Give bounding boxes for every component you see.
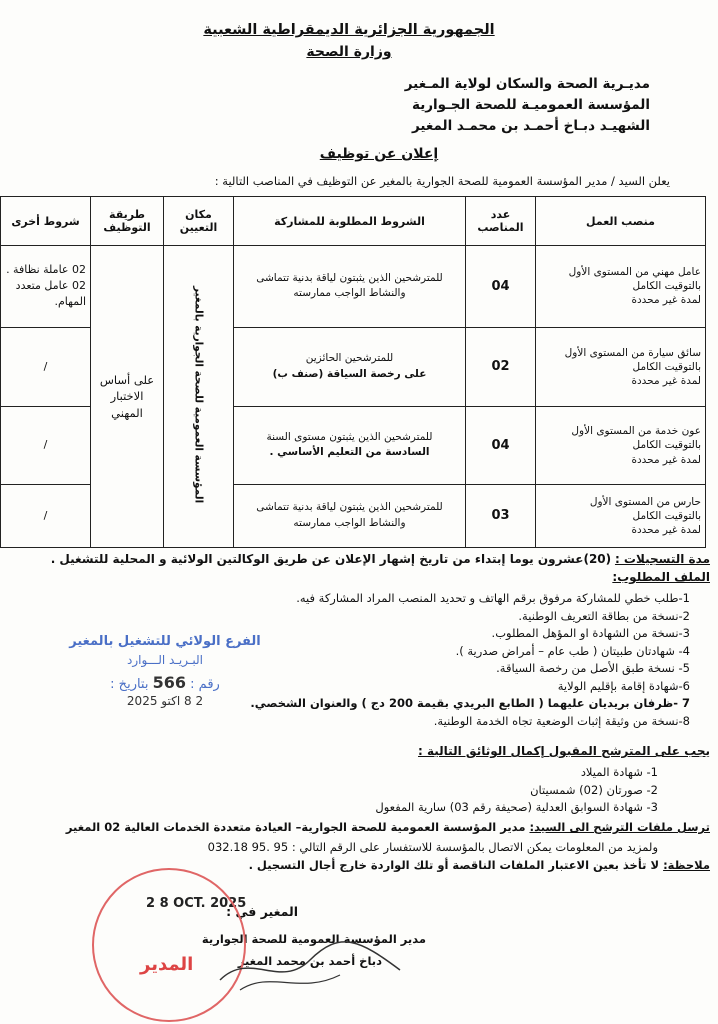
header-place: مكان التعيين bbox=[164, 197, 234, 246]
stamp-agency-name: الفرع الولائي للتشغيل بالمغير bbox=[69, 634, 261, 649]
send-address: مدير المؤسسة العمومية للصحة الجوارية– العيادة متعددة الخدمات العالية 02 المغير bbox=[65, 820, 526, 834]
date-stamp: 2 8 OCT. 2025 bbox=[146, 896, 247, 911]
stamp-date: 2 8 اكتو 2025 bbox=[126, 694, 204, 708]
director-title: المدير bbox=[140, 954, 194, 975]
list-item: 1- شهادة الميلاد bbox=[580, 765, 658, 779]
note-label: ملاحظة: bbox=[663, 858, 710, 872]
file-label: الملف المطلوب: bbox=[612, 570, 710, 584]
list-item: 2-نسخة من بطاقة التعريف الوطنية. bbox=[518, 608, 690, 623]
place-cell bbox=[164, 246, 234, 548]
count-cell: 03 bbox=[466, 484, 536, 547]
stamp-incoming-mail: البـريـد الـــوارد bbox=[127, 653, 203, 667]
info-text: ولمزيد من المعلومات يمكن الاتصال بالمؤسسة للاستفسار على الرقم التالي : bbox=[291, 840, 658, 854]
director-stamp-line2: دباخ أحمد بن محمد المغير bbox=[237, 954, 382, 968]
header-method: طريقة التوظيف bbox=[91, 197, 164, 246]
conditions-cell: للمترشحين الحائزين على رخصة السياقة (صنف ب) bbox=[234, 327, 466, 407]
header-post: منصب العمل bbox=[536, 197, 706, 246]
header-conditions: الشروط المطلوبة للمشاركة bbox=[234, 197, 466, 246]
signature-place: المغير في : bbox=[226, 904, 298, 919]
post-cell: حارس من المستوى الأول بالتوقيت الكامل لمدة غير محددة bbox=[536, 484, 706, 547]
signature-scribble bbox=[210, 930, 410, 1000]
announcement-title: إعلان عن توظيف bbox=[319, 146, 439, 162]
institution: المؤسسة العموميـة للصحة الجـوارية bbox=[412, 97, 650, 113]
list-item: 3- شهادة السوابق العدلية (صحيفة رقم 03) سارية المفعول bbox=[375, 800, 658, 814]
stamp-number: 566 bbox=[152, 673, 187, 692]
info-line bbox=[208, 840, 658, 854]
table-row bbox=[1, 246, 706, 328]
other-cell: / bbox=[1, 407, 91, 485]
employment-agency-stamp bbox=[40, 634, 290, 708]
director-stamp-line1: مدير المؤسسة العمومية للصحة الجوارية bbox=[201, 932, 426, 946]
count-cell: 04 bbox=[466, 407, 536, 485]
institution-name: الشهيـد دبـاخ أحمـد بن محمـد المغير bbox=[411, 118, 650, 134]
list-item: 5- نسخة طبق الأصل من رخصة السياقة. bbox=[496, 661, 690, 675]
place-value: المؤسسة العمومية للصحة الجوارية بالمغير bbox=[192, 286, 205, 504]
other-cell: / bbox=[1, 484, 91, 547]
list-item: 1-طلب خطي للمشاركة مرفوق برقم الهاتف و تحديد المنصب المراد المشاركة فيه. bbox=[296, 591, 690, 605]
list-item: 7 -ظرفان بريديان عليهما ( الطابع البريدي بقيمة 200 دج ) والعنوان الشخصي. bbox=[250, 696, 690, 710]
post-cell: عون خدمة من المستوى الأول بالتوقيت الكامل لمدة غير محددة bbox=[536, 407, 706, 485]
post-cell: سائق سيارة من المستوى الأول بالتوقيت الكامل لمدة غير محددة bbox=[536, 327, 706, 407]
conditions-cell: للمترشحين الذين يثبتون لياقة بدنية تتماشى والنشاط الواجب ممارسته bbox=[234, 484, 466, 547]
list-item: 4- شهادتان طبيتان ( طب عام – أمراض صدرية ). bbox=[455, 643, 690, 658]
ministry-title: وزارة الصحة bbox=[306, 44, 392, 60]
count-cell: 04 bbox=[466, 246, 536, 328]
accepted-list bbox=[375, 764, 658, 817]
post-cell: عامل مهني من المستوى الأول بالتوقيت الكامل لمدة غير محددة bbox=[536, 246, 706, 328]
list-item: 3-نسخة من الشهادة او المؤهل المطلوب. bbox=[491, 626, 690, 640]
method-cell bbox=[91, 246, 164, 548]
other-cell: 02 عاملة نظافة . 02 عامل متعدد المهام. bbox=[1, 246, 91, 328]
jobs-table bbox=[0, 196, 706, 548]
method-value: على أساس الاختبار المهني bbox=[99, 373, 155, 420]
list-item: 2- صورتان (02) شمسيتان bbox=[530, 782, 658, 797]
table-header-row bbox=[1, 197, 706, 246]
stamp-number-line: رقم : 566 بتاريخ : bbox=[110, 673, 220, 692]
file-list bbox=[250, 590, 690, 730]
header-other: شروط أخرى bbox=[1, 197, 91, 246]
registration-label: مدة التسجيلات : bbox=[614, 552, 710, 566]
note-line bbox=[249, 858, 710, 872]
republic-title: الجمهورية الجزائرية الديمقراطية الشعبية bbox=[203, 22, 495, 38]
send-label: ترسل ملفات الترشح الى السيد: bbox=[529, 820, 710, 834]
directorate: مديـرية الصحة والسكان لولاية المـغير bbox=[404, 76, 650, 92]
conditions-cell: للمترشحين الذين يثبتون لياقة بدنية تتماشى والنشاط الواجب ممارسته bbox=[234, 246, 466, 328]
intro-text: يعلن السيد / مدير المؤسسة العمومية للصحة الجوارية بالمغير عن التوظيف في المناصب التالية : bbox=[214, 174, 670, 188]
registration-period bbox=[51, 552, 710, 566]
registration-text: (20)عشرون يوما إبتداء من تاريخ إشهار الإعلان عن طريق الوكالتين الولائية و المحلية للتشغيل . bbox=[50, 552, 612, 566]
send-line bbox=[66, 820, 710, 834]
count-cell: 02 bbox=[466, 327, 536, 407]
note-text: لا تأخذ بعين الاعتبار الملفات الناقصة أو تلك الواردة خارج أجال التسجيل . bbox=[248, 858, 660, 872]
conditions-cell: للمترشحين الذين يثبتون مستوى السنة السادسة من التعليم الأساسي . bbox=[234, 407, 466, 485]
list-item: 6-شهادة إقامة بإقليم الولاية bbox=[557, 678, 690, 693]
header-count: عدد المناصب bbox=[466, 197, 536, 246]
other-cell: / bbox=[1, 327, 91, 407]
list-item: 8-نسخة من وثيقة إثبات الوضعية تجاه الخدمة الوطنية. bbox=[433, 713, 690, 728]
accepted-label: يجب على المترشح المقبول إكمال الوثائق التالية : bbox=[418, 744, 710, 758]
phone-number: 032.18 95. 95 bbox=[207, 840, 289, 854]
